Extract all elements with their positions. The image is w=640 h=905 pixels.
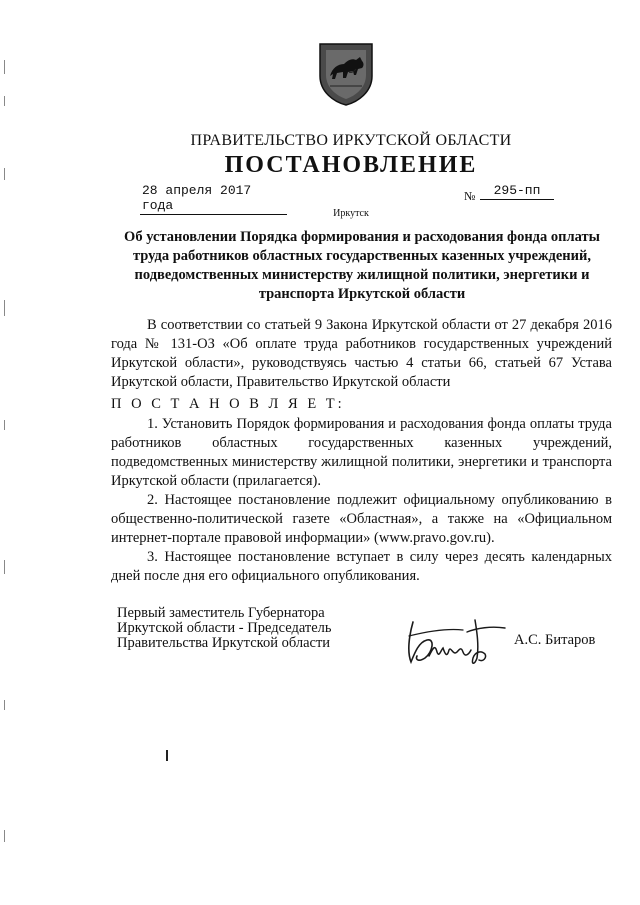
scan-edge-mark: [4, 830, 5, 842]
signatory-position-line: Первый заместитель Губернатора: [117, 605, 325, 621]
intro-text: В соответствии со статьей 9 Закона Иркутской области от 27 декабря 2016 года № 131-ОЗ «Об оплате труда работников государственных учреждений Иркутской области», руководствуясь частью 4 статьи 66, статьей 67 Устава Иркутской области, Правительство Иркутской области: [111, 317, 612, 390]
document-type: ПОСТАНОВЛЕНИЕ: [224, 152, 478, 178]
intro-paragraph: [111, 316, 612, 392]
scan-edge-mark: [4, 96, 5, 106]
signatory-position-line: Иркутской области - Председатель: [117, 620, 332, 636]
document-number: 295-пп: [480, 183, 554, 200]
scan-edge-mark: [4, 420, 5, 430]
decree-item-1: 1. Установить Порядок формирования и расходования фонда оплаты труда работников областных государственных казенных учреждений, подведомственных министерству жилищной политики, энергетики и транспорта Иркутской области (прилагается).: [111, 416, 612, 489]
document-heading: Об установлении Порядка формирования и расходования фонда оплаты труда работников областных государственных казенных учреждений, подведомственных министерству жилищной политики, энергетики и транспорта Иркутской области: [124, 229, 600, 302]
decree-item-3: 3. Настоящее постановление вступает в силу через десять календарных дней после дня его официального опубликования.: [111, 549, 612, 584]
scan-edge-mark: [4, 700, 5, 710]
signatory-name: А.С. Битаров: [514, 632, 596, 648]
number-sign: №: [464, 189, 476, 203]
document-date: 28 апреля 2017 года: [140, 183, 287, 215]
handwritten-signature: [405, 612, 510, 674]
city-name: Иркутск: [333, 208, 369, 219]
decree-item-2: 2. Настоящее постановление подлежит официальному опубликованию в общественно-политической газете «Областная», а также на «Официальном интернет-портале правовой информации» (www.pravo.gov.ru).: [111, 492, 612, 546]
decree-items: [111, 415, 612, 586]
scan-edge-mark: [4, 560, 5, 574]
scan-edge-mark: [4, 60, 5, 74]
decree-word: П О С Т А Н О В Л Я Е Т:: [111, 396, 345, 412]
signatory-position-line: Правительства Иркутской области: [117, 635, 331, 651]
signatory-position: [117, 606, 332, 651]
scan-artifact: [166, 750, 168, 761]
scan-edge-mark: [4, 300, 5, 316]
irkutsk-coat-of-arms-icon: [318, 42, 374, 106]
government-name: ПРАВИТЕЛЬСТВО ИРКУТСКОЙ ОБЛАСТИ: [190, 132, 512, 149]
